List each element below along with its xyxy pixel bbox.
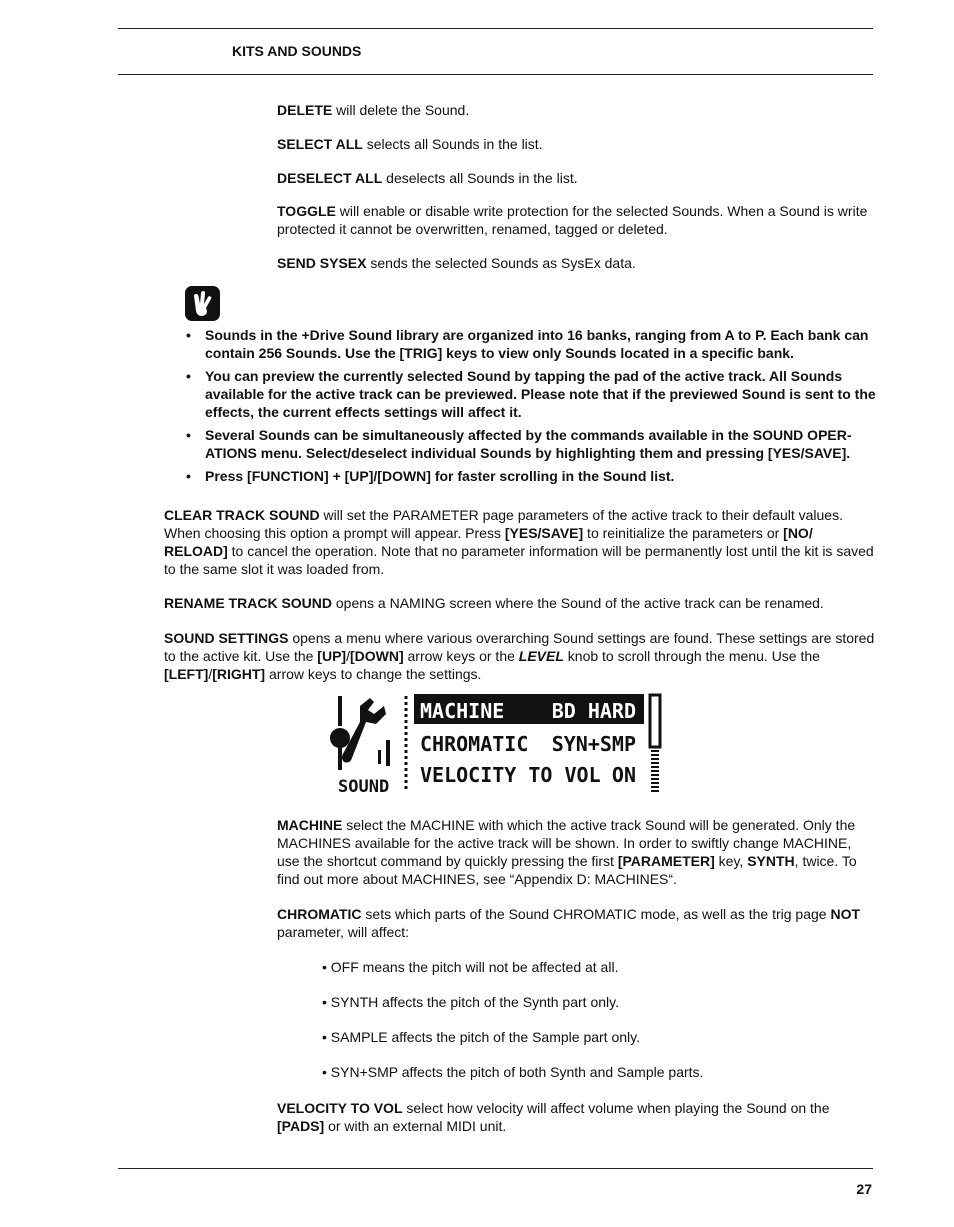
wrench-icon	[330, 696, 390, 770]
machine-paragraph: MACHINE select the MACHINE with which the active track Sound will be generated. Only the MACHINES available for the active track will be shown. In order to swiftly change MACHINE, use the shortcut command by quickly pressing the first [PARAMETER] key, SYNTH, twice. To find out more about MACHINES, see “Appendix D: MACHINES“.	[277, 817, 857, 887]
list-item: • SAMPLE affects the pitch of the Sample part only.	[322, 1029, 640, 1045]
header-top-rule	[118, 28, 873, 29]
sound-settings-paragraph: SOUND SETTINGS opens a menu where various overarching Sound settings are found. These settings are stored to the active kit. Use the [UP]/[DOWN] arrow keys or the LEVEL knob to scroll through the menu. Use the [LEFT]/[RIGHT] arrow keys to change the settings.	[164, 630, 875, 682]
chromatic-row-label: CHROMATIC	[420, 732, 529, 756]
list-item: • Sounds in the +Drive Sound library are organized into 16 banks, ranging from A to P. Each bank can contain 256 Sounds. Use the [TRIG] keys to view only Sounds located in a specific bank.	[186, 327, 869, 361]
velocity-to-vol-paragraph: VELOCITY TO VOL select how velocity will affect volume when playing the Sound on the [PADS] or with an external MIDI unit.	[277, 1100, 830, 1134]
note-list	[186, 326, 876, 490]
list-item: • OFF means the pitch will not be affected at all.	[322, 959, 619, 975]
screen-icon-label: SOUND	[338, 777, 390, 796]
page-number: 27	[856, 1181, 872, 1197]
clear-track-sound-paragraph: CLEAR TRACK SOUND will set the PARAMETER page parameters of the active track to their default values. When choosing this option a prompt will appear. Press [YES/SAVE] to reinitialize the parameters or [NO/ RELOAD] to cancel the operation. Note that no parameter information will be permanently lost until the kit is saved to the same slot it was loaded from.	[164, 507, 874, 577]
list-item: • Press [FUNCTION] + [UP]/[DOWN] for faster scrolling in the Sound list.	[186, 468, 675, 484]
option-select-all: SELECT ALL selects all Sounds in the list.	[277, 136, 543, 152]
rename-track-sound-paragraph: RENAME TRACK SOUND opens a NAMING screen where the Sound of the active track can be renamed.	[164, 595, 824, 611]
header-bottom-rule	[118, 74, 873, 75]
screen-scrollbar-thumb	[650, 695, 660, 747]
list-item: • SYN+SMP affects the pitch of both Synth and Sample parts.	[322, 1064, 704, 1080]
velocity-row-value: ON	[611, 763, 636, 787]
velocity-row-label: VELOCITY TO VOL	[420, 763, 601, 787]
footer-rule	[118, 1168, 873, 1169]
option-deselect-all: DESELECT ALL deselects all Sounds in the list.	[277, 170, 578, 186]
machine-row-label: MACHINE	[420, 699, 505, 723]
machine-row-value: BD HARD	[551, 699, 636, 723]
section-title: KITS AND SOUNDS	[232, 43, 362, 59]
option-delete: DELETE will delete the Sound.	[277, 102, 470, 118]
option-send-sysex: SEND SYSEX sends the selected Sounds as SysEx data.	[277, 255, 636, 271]
chromatic-row-value: SYN+SMP	[551, 732, 636, 756]
list-item: • Several Sounds can be simultaneously affected by the commands available in the SOUND OPER-ATIONS menu. Select/deselect individual Sounds by highlighting them and pressing [YES/SAVE].	[186, 427, 852, 461]
list-item: • You can preview the currently selected Sound by tapping the pad of the active track. All Sounds available for the active track can be previewed. Please note that if the previewed Sound is sent to the effects, the current effects settings will affect it.	[186, 368, 876, 420]
option-toggle: TOGGLE will enable or disable write protection for the selected Sounds. When a Sound is write protected it cannot be overwritten, renamed, tagged or deleted.	[277, 203, 868, 237]
hand-note-icon	[185, 286, 220, 321]
sound-settings-screen	[330, 692, 664, 796]
list-item: • SYNTH affects the pitch of the Synth part only.	[322, 994, 619, 1010]
chromatic-paragraph: CHROMATIC sets which parts of the Sound CHROMATIC mode, as well as the trig page NOT parameter, will affect:	[277, 906, 861, 940]
